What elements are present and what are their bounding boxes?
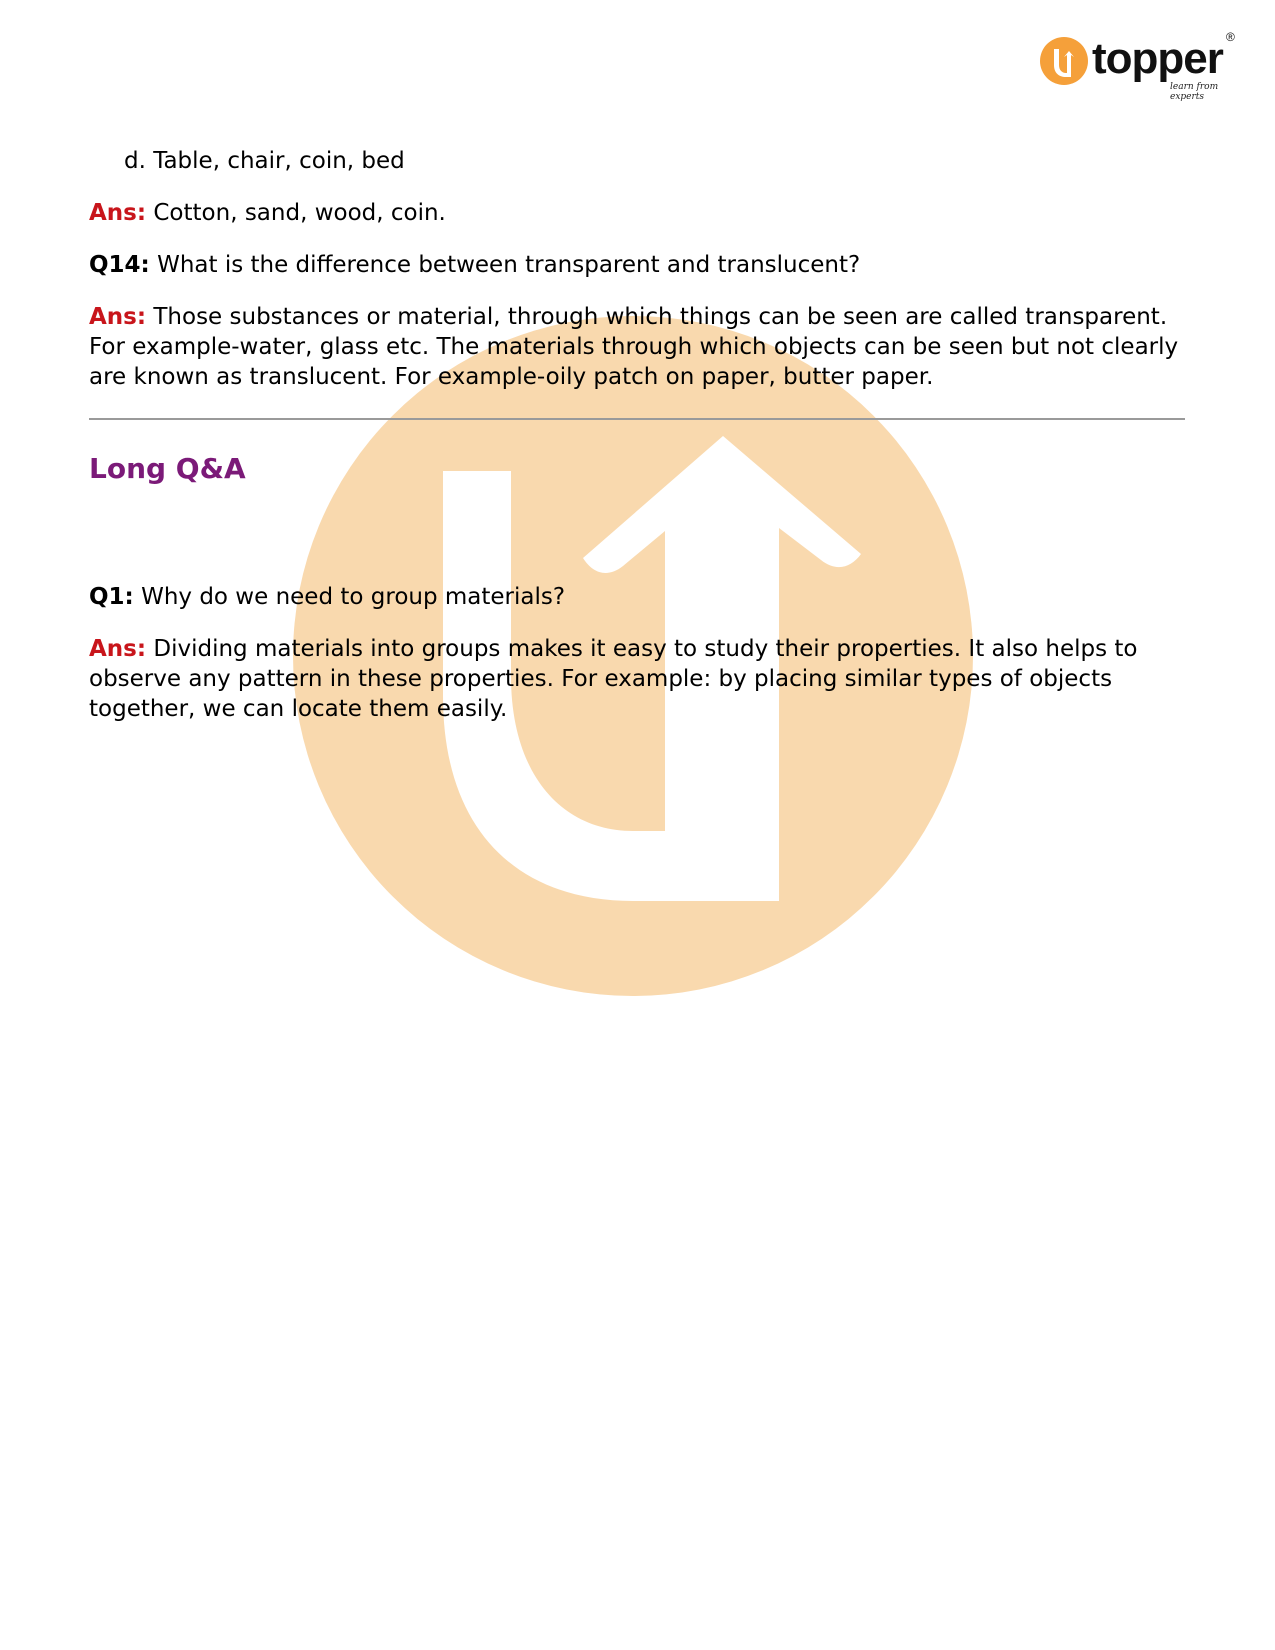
- section-divider: [89, 418, 1185, 420]
- question-text: Why do we need to group materials?: [141, 584, 566, 610]
- answer-1: [89, 634, 1189, 724]
- answer-label: Ans:: [89, 200, 147, 226]
- answer-label: Ans:: [89, 636, 147, 662]
- document-body: [89, 146, 1189, 746]
- brand-logo: [1040, 30, 1240, 102]
- answer-14: [89, 302, 1189, 392]
- answer-13: [89, 198, 1189, 228]
- answer-text: Those substances or material, through which things can be seen are called transparent. For example-water, glass etc. The materials through which objects can be seen but not clearly are known as translucent. For example-oily patch on paper, butter paper.: [89, 304, 1179, 390]
- answer-text: Dividing materials into groups makes it easy to study their properties. It also helps to observe any pattern in these properties. For example: by placing similar types of objects together, we can locate them easily.: [89, 636, 1138, 722]
- question-1: [89, 582, 1189, 612]
- brand-tagline: learn from experts: [1170, 82, 1219, 102]
- utopper-logo-icon: [1040, 37, 1088, 85]
- registered-mark: ®: [1226, 30, 1235, 44]
- brand-name: topper: [1092, 34, 1223, 83]
- option-d: d. Table, chair, coin, bed: [124, 148, 405, 174]
- answer-text: Cotton, sand, wood, coin.: [153, 200, 446, 226]
- answer-label: Ans:: [89, 304, 147, 330]
- question-label: Q14:: [89, 252, 150, 278]
- question-text: What is the difference between transparent and translucent?: [157, 252, 861, 278]
- question-14: [89, 250, 1189, 280]
- section-heading: Long Q&A: [89, 452, 246, 485]
- question-label: Q1:: [89, 584, 134, 610]
